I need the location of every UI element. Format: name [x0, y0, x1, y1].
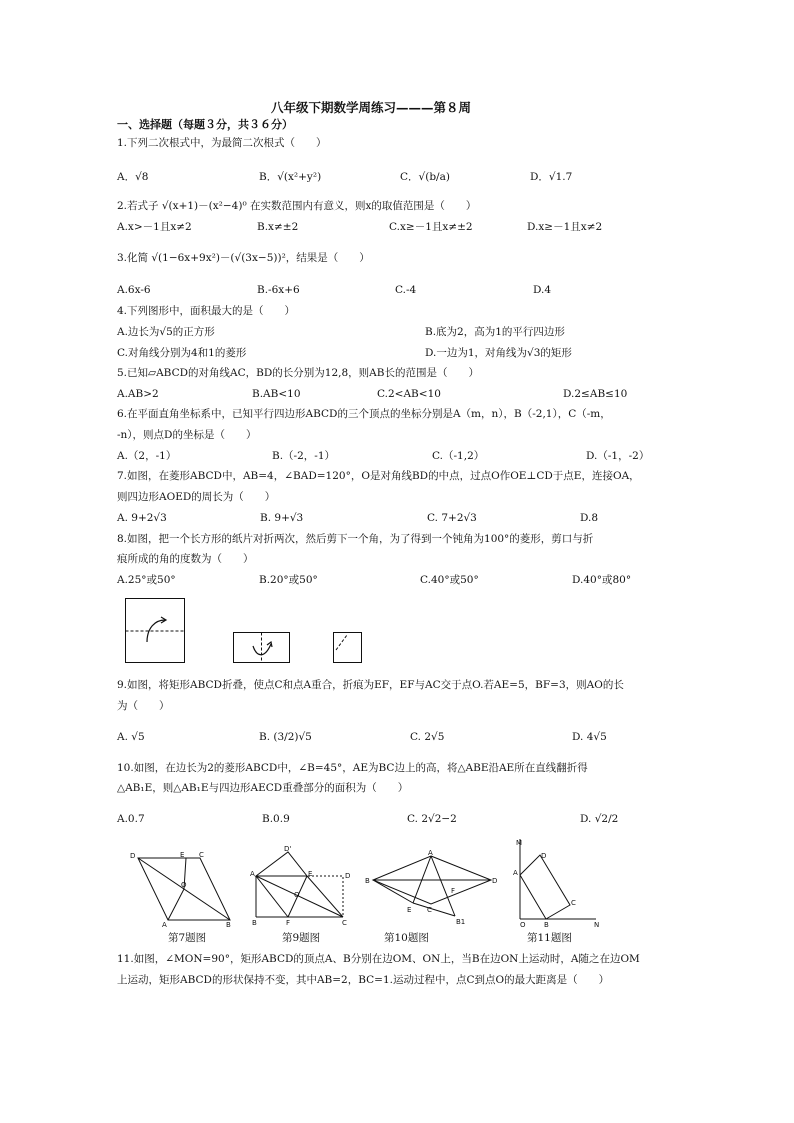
q8-option-a: A.25°或50°	[117, 574, 176, 586]
fig9-label-dprime: D'	[284, 845, 292, 853]
fig11-label-m: M	[516, 839, 523, 847]
caption-figure-9: 第9题图	[282, 932, 321, 944]
caption-figure-11: 第11题图	[527, 932, 572, 944]
q5-stem: 5.已知▱ABCD的对角线AC，BD的长分别为12,8，则AB长的范围是（ ）	[117, 367, 479, 379]
q7-stem-line2: 则四边形AOED的周长为（ ）	[117, 491, 276, 503]
q6-option-a: A.（2，-1）	[117, 450, 177, 462]
fig9-label-d: D	[345, 872, 351, 880]
q10-option-a: A.0.7	[117, 813, 145, 825]
figure-10	[365, 848, 500, 926]
page-title: 八年级下期数学周练习———第８周	[271, 100, 472, 115]
fold-figure-3	[333, 632, 363, 664]
fold-figure-2	[233, 632, 291, 664]
q2-option-c: C.x≥－1且x≠±2	[389, 221, 473, 233]
q8-option-b: B.20°或50°	[259, 574, 318, 586]
q10-option-b: B.0.9	[262, 813, 290, 825]
fig11-label-d: D	[541, 852, 547, 860]
fig11-label-o: O	[520, 921, 526, 929]
q10-stem-line1: 10.如图，在边长为2的菱形ABCD中，∠B=45°，AE为BC边上的高，将△ABE沿AE所在直线翻折得	[117, 762, 588, 774]
fig9-label-c: C	[342, 919, 347, 927]
fig10-label-d: D	[492, 877, 498, 885]
fig11-label-n: N	[594, 921, 600, 929]
fig7-label-c: C	[199, 851, 204, 859]
fig7-label-o: O	[181, 881, 187, 889]
figure-11	[508, 835, 603, 927]
q4-option-c: C.对角线分别为4和1的菱形	[117, 347, 247, 359]
q8-option-c: C.40°或50°	[420, 574, 479, 586]
fig11-label-a: A	[513, 869, 518, 877]
q7-option-a: A. 9+2√3	[117, 512, 167, 524]
q7-option-b: B. 9+√3	[260, 512, 304, 524]
q1-option-c: C．√(b/a)	[400, 171, 450, 183]
q9-stem-line1: 9.如图，将矩形ABCD折叠，使点C和点A重合，折痕为EF，EF与AC交于点O.若AE=5，BF=3，则AO的长	[117, 679, 624, 691]
q6-option-d: D.（-1，-2）	[586, 450, 650, 462]
fig7-label-b: B	[226, 921, 231, 929]
q8-stem-line2: 痕所成的角的度数为（ ）	[117, 553, 254, 565]
q11-stem-line2: 上运动，矩形ABCD的形状保持不变，其中AB=2，BC=1.运动过程中，点C到点O的最大距离是（ ）	[117, 974, 610, 986]
q4-option-b: B.底为2，高为1的平行四边形	[425, 326, 565, 338]
q1-option-b: B．√(x²+y²)	[259, 171, 322, 183]
q5-option-d: D.2≤AB≤10	[563, 388, 628, 400]
q6-option-b: B.（-2，-1）	[272, 450, 336, 462]
q1-option-d: D．√1.7	[530, 171, 573, 183]
caption-figure-10: 第10题图	[384, 932, 429, 944]
q4-option-d: D.一边为1，对角线为√3的矩形	[425, 347, 572, 359]
fig10-label-e: E	[407, 906, 412, 914]
q10-option-c: C. 2√2−2	[407, 813, 457, 825]
q3-stem: 3.化简 √(1−6x+9x²)－(√(3x−5))²，结果是（ ）	[117, 252, 370, 264]
q7-option-c: C. 7+2√3	[427, 512, 477, 524]
fold-figure-1	[125, 598, 187, 664]
fig11-label-b: B	[544, 921, 549, 929]
q10-option-d: D. √2/2	[580, 813, 619, 825]
q10-stem-line2: △AB₁E，则△AB₁E与四边形AECD重叠部分的面积为（ ）	[117, 782, 409, 794]
fig7-label-d: D	[130, 852, 136, 860]
fig10-label-f: F	[451, 887, 456, 895]
q3-option-b: B.-6x+6	[257, 284, 300, 296]
fig9-label-e: E	[308, 870, 313, 878]
q7-stem-line1: 7.如图，在菱形ABCD中，AB=4，∠BAD=120°，O是对角线BD的中点，过点O作OE⊥CD于点E，连接OA，	[117, 470, 640, 482]
q2-stem: 2.若式子 √(x+1)－(x²−4)⁰ 在实数范围内有意义，则x的取值范围是（ ）	[117, 200, 477, 212]
q5-option-b: B.AB<10	[252, 388, 301, 400]
fig9-label-f: F	[286, 919, 291, 927]
fig7-label-a: A	[162, 921, 167, 929]
q1-option-a: A．√8	[117, 171, 149, 183]
q7-option-d: D.8	[580, 512, 599, 524]
caption-figure-7: 第7题图	[168, 932, 207, 944]
q8-stem-line1: 8.如图，把一个长方形的纸片对折两次，然后剪下一个角，为了得到一个钝角为100°的菱形，剪口与折	[117, 533, 594, 545]
q9-option-a: A. √5	[117, 731, 145, 743]
q6-stem-line1: 6.在平面直角坐标系中，已知平行四边形ABCD的三个顶点的坐标分别是A（m，n），B（-2,1），C（-m，	[117, 408, 611, 420]
q11-stem-line1: 11.如图，∠MON=90°，矩形ABCD的顶点A、B分别在边OM、ON上，当B在边ON上运动时，A随之在边OM	[117, 953, 640, 965]
q3-option-c: C.-4	[395, 284, 417, 296]
fig10-label-b1: B1	[456, 918, 466, 926]
q2-option-d: D.x≥－1且x≠2	[527, 221, 603, 233]
q9-stem-line2: 为（ ）	[117, 700, 170, 712]
fig10-label-c: C	[427, 906, 432, 914]
q6-option-c: C.（-1,2）	[432, 450, 485, 462]
q2-option-b: B.x≠±2	[257, 221, 299, 233]
q9-option-c: C. 2√5	[410, 731, 445, 743]
fig7-label-e: E	[180, 851, 185, 859]
section-heading: 一、选择题（每题３分，共３６分）	[117, 118, 293, 131]
fig11-label-c: C	[571, 899, 576, 907]
q3-option-d: D.4	[533, 284, 552, 296]
fig9-label-a: A	[250, 870, 255, 878]
q8-option-d: D.40°或80°	[572, 574, 632, 586]
q4-stem: 4.下列图形中，面积最大的是（ ）	[117, 305, 296, 317]
q4-option-a: A.边长为√5的正方形	[117, 326, 215, 338]
fig9-label-o: O	[294, 891, 300, 899]
q9-option-d: D. 4√5	[572, 731, 607, 743]
q2-option-a: A.x>－1且x≠2	[117, 221, 192, 233]
figure-7	[128, 850, 240, 929]
figure-9	[250, 846, 350, 926]
fig10-label-b: B	[365, 877, 370, 885]
fig10-label-a: A	[428, 849, 433, 857]
q5-option-a: A.AB>2	[117, 388, 159, 400]
q3-option-a: A.6x-6	[117, 284, 151, 296]
q9-option-b: B. (3/2)√5	[259, 731, 312, 743]
q6-stem-line2: -n），则点D的坐标是（ ）	[117, 429, 257, 441]
fig9-label-b: B	[252, 919, 257, 927]
q5-option-c: C.2<AB<10	[377, 388, 441, 400]
q1-stem: 1.下列二次根式中，为最简二次根式（ ）	[117, 137, 327, 149]
